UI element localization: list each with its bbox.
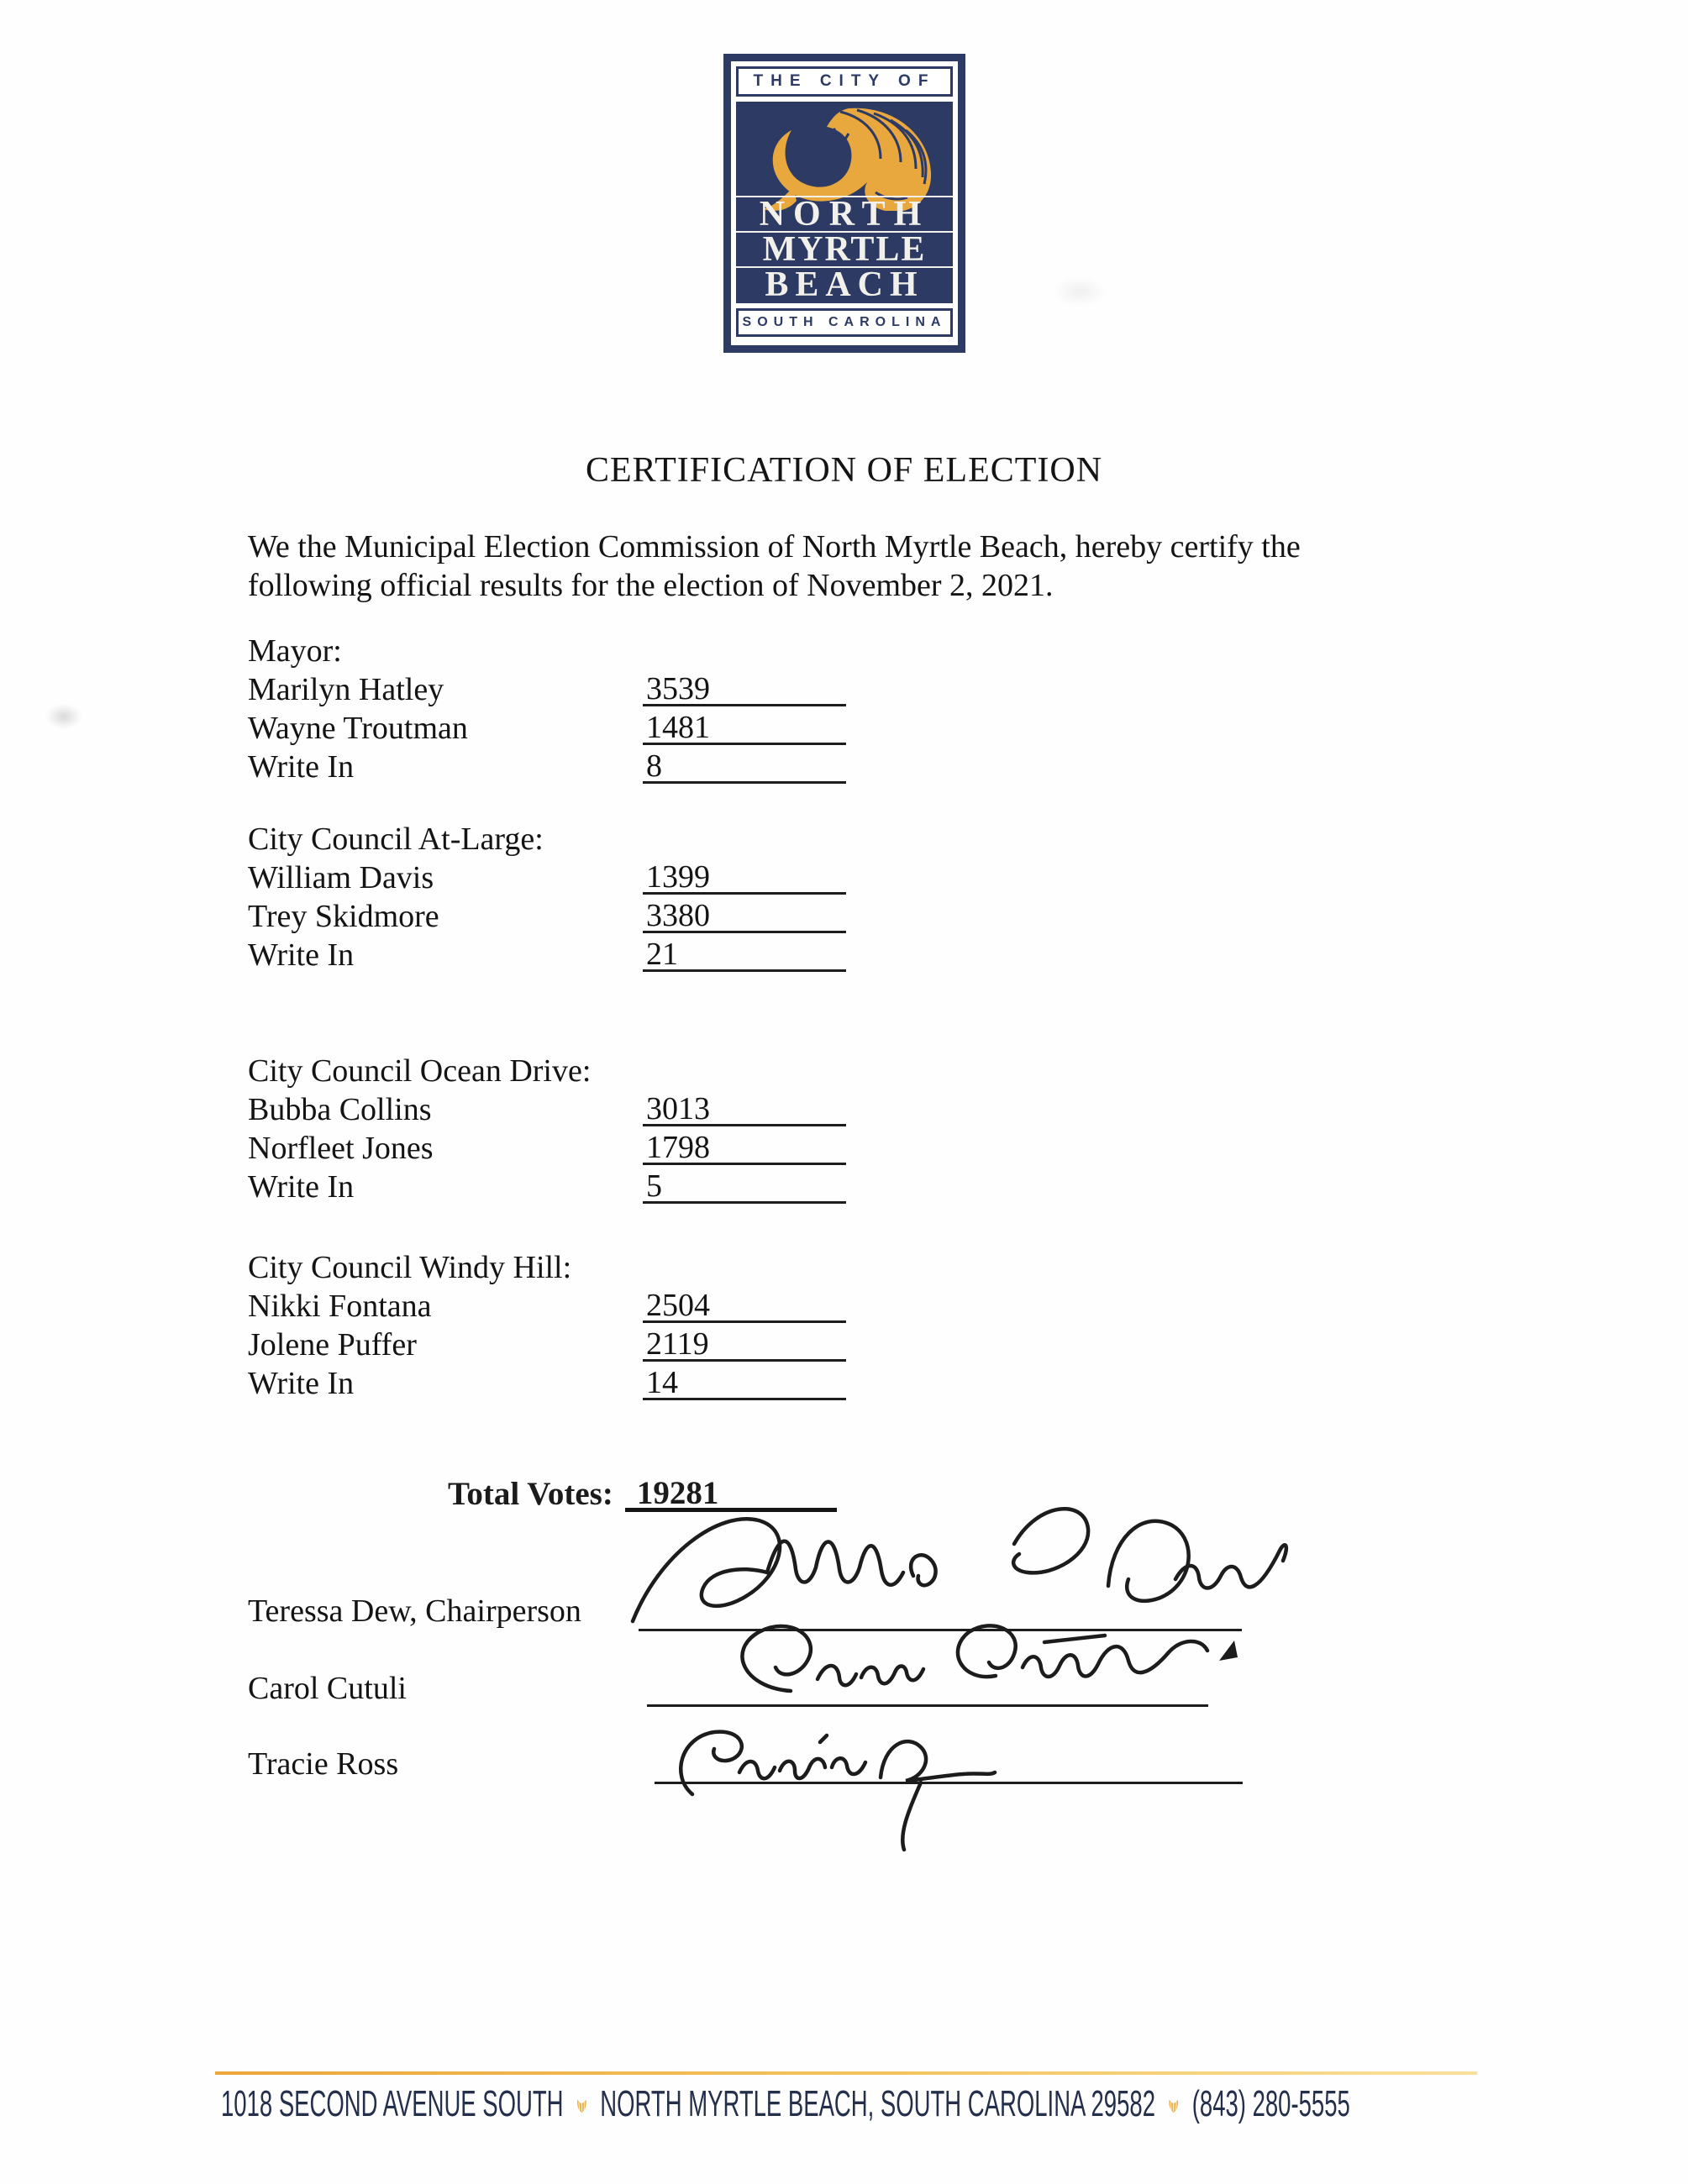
vote-count: 2119 <box>643 1326 846 1362</box>
footer-phone: (843) 280-5555 <box>1191 2083 1350 2124</box>
total-votes-value: 19281 <box>625 1475 837 1512</box>
section-council-ocean-drive <box>248 1052 1172 1206</box>
vote-count: 1399 <box>643 859 846 895</box>
total-votes-label: Total Votes: <box>448 1476 613 1512</box>
signer-name-carol-cutuli: Carol Cutuli <box>248 1671 407 1706</box>
candidate-row <box>248 748 1172 786</box>
footer-city-state-zip: NORTH MYRTLE BEACH, SOUTH CAROLINA 29582 <box>600 2083 1155 2124</box>
footer <box>221 2083 1350 2125</box>
candidate-row <box>248 1129 1172 1168</box>
vote-count: 1798 <box>643 1130 846 1165</box>
candidate-row <box>248 1287 1172 1326</box>
scan-artifact <box>1054 277 1105 306</box>
section-heading: City Council Ocean Drive: <box>248 1053 592 1089</box>
logo-word-myrtle: MYRTLE <box>736 231 953 266</box>
candidate-name: Trey Skidmore <box>248 899 439 934</box>
city-logo <box>723 54 965 353</box>
signer-name-tracie-ross: Tracie Ross <box>248 1746 399 1782</box>
candidate-row <box>248 709 1172 748</box>
vote-count: 3013 <box>643 1091 846 1126</box>
vote-count: 8 <box>643 748 846 784</box>
logo-main-field <box>736 102 953 303</box>
candidate-row <box>248 936 1172 974</box>
candidate-name: Bubba Collins <box>248 1092 432 1127</box>
section-mayor <box>248 632 1172 786</box>
logo-top-banner: THE CITY OF <box>736 66 953 97</box>
candidate-name: Wayne Troutman <box>248 711 468 746</box>
candidate-name: Marilyn Hatley <box>248 672 444 707</box>
vote-count: 3380 <box>643 898 846 933</box>
signer-name-chairperson: Teressa Dew, Chairperson <box>248 1593 581 1629</box>
logo-wordmark <box>736 196 953 302</box>
vote-count: 5 <box>643 1168 846 1204</box>
footer-gold-rule <box>215 2071 1477 2075</box>
candidate-row <box>248 858 1172 897</box>
candidate-row <box>248 897 1172 936</box>
vote-count: 14 <box>643 1365 846 1400</box>
candidate-name: Write In <box>248 937 355 973</box>
candidate-row <box>248 1364 1172 1403</box>
section-council-at-large <box>248 820 1172 974</box>
intro-paragraph <box>248 528 1424 605</box>
section-heading: Mayor: <box>248 633 342 669</box>
candidate-name: Write In <box>248 1366 355 1401</box>
candidate-name: Write In <box>248 749 355 785</box>
candidate-name: Write In <box>248 1169 355 1205</box>
candidate-row <box>248 1326 1172 1364</box>
candidate-row <box>248 1168 1172 1206</box>
candidate-row <box>248 670 1172 709</box>
vote-count: 1481 <box>643 710 846 745</box>
intro-line-2: following official results for the election of November 2, 2021. <box>248 568 1054 603</box>
page-title: CERTIFICATION OF ELECTION <box>585 451 1103 490</box>
vote-count: 21 <box>643 937 846 972</box>
vote-count: 3539 <box>643 671 846 706</box>
scan-artifact <box>46 704 82 729</box>
shell-separator-icon <box>1165 2092 1181 2117</box>
candidate-row <box>248 1090 1172 1129</box>
logo-bottom-banner: SOUTH CAROLINA <box>736 308 953 337</box>
shell-separator-icon <box>574 2092 590 2117</box>
candidate-name: Norfleet Jones <box>248 1131 434 1166</box>
section-council-windy-hill <box>248 1248 1172 1403</box>
vote-count: 2504 <box>643 1288 846 1323</box>
signature-tracie-ross <box>655 1714 1017 1856</box>
logo-word-beach: BEACH <box>736 266 953 302</box>
section-heading: City Council Windy Hill: <box>248 1250 572 1285</box>
signature-carol-cutuli <box>710 1617 1265 1716</box>
intro-line-1: We the Municipal Election Commission of North Myrtle Beach, hereby certify the <box>248 529 1301 564</box>
footer-address: 1018 SECOND AVENUE SOUTH <box>221 2083 564 2124</box>
section-heading: City Council At-Large: <box>248 822 544 857</box>
logo-word-north: NORTH <box>736 196 953 231</box>
candidate-name: William Davis <box>248 860 434 895</box>
candidate-name: Nikki Fontana <box>248 1289 432 1324</box>
candidate-name: Jolene Puffer <box>248 1327 417 1362</box>
